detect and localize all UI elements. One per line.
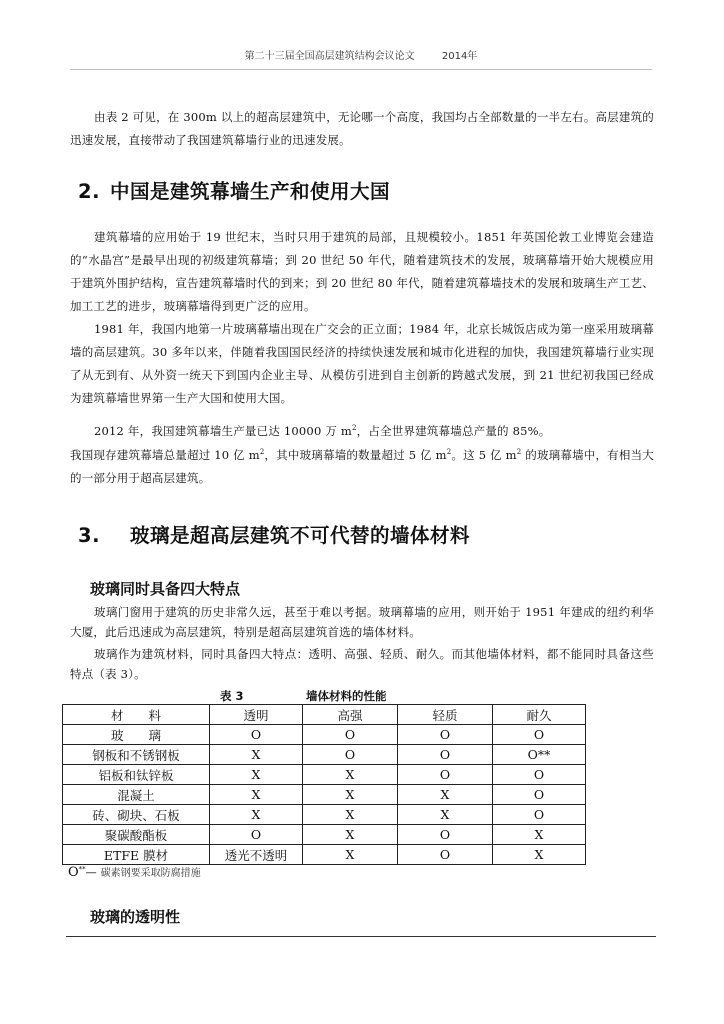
- table-cell: X: [493, 825, 586, 845]
- table-cell: X: [303, 805, 398, 825]
- table-cell: X: [303, 825, 398, 845]
- table-header-cell: 耐久: [493, 705, 586, 725]
- table-cell: X: [303, 785, 398, 805]
- table-cell: O: [303, 745, 398, 765]
- table-cell: 透光不透明: [210, 845, 303, 865]
- table-cell: O: [398, 725, 493, 745]
- table-row: [63, 745, 586, 765]
- table-cell: X: [210, 765, 303, 785]
- table-row: [63, 845, 586, 865]
- table-row: [63, 785, 586, 805]
- table-cell: O: [493, 765, 586, 785]
- table-title: 墙体材料的性能: [306, 689, 387, 703]
- materials-table: [62, 704, 586, 865]
- section-3-paragraph-2: 玻璃作为建筑材料，同时具备四大特点：透明、高强、轻质、耐久。而其他墙体材料，都不能同时具备这些特点（表 3）。: [70, 647, 654, 681]
- table-header-cell: 透明: [210, 705, 303, 725]
- section-3-number: 3.: [78, 524, 100, 547]
- table-cell: X: [398, 805, 493, 825]
- table-cell: X: [210, 785, 303, 805]
- table-cell: 砖、砌块、石板: [63, 805, 210, 825]
- section-2-paragraph-2: 1981 年，我国内地第一片玻璃幕墙出现在广交会的正立面；1984 年，北京长城饭店成为第一座采用玻璃幕墙的高层建筑。30 多年以来，伴随着我国国民经济的持续快速发展和城市化进程的加快，我国建筑幕墙行业实现了从无到有、从外资一统天下到国内企业主导、从模仿引进到自主创新的跨越式发展，到 21 世纪初我国已经成为建筑幕墙世界第一生产大国和使用大国。: [70, 322, 654, 405]
- header-year: 2014年: [441, 51, 478, 62]
- section-2-title: 中国是建筑幕墙生产和使用大国: [109, 180, 390, 203]
- table-cell: 聚碳酸酯板: [63, 825, 210, 845]
- section-3-paragraph-1: 玻璃门窗用于建筑的历史非常久远，甚至于难以考据。玻璃幕墙的应用，则开始于 1951 年建成的纽约利华大厦，此后迅速成为高层建筑，特别是超高层建筑首选的墙体材料。: [70, 605, 654, 639]
- table-cell: X: [398, 785, 493, 805]
- table-cell: 混凝土: [63, 785, 210, 805]
- table-cell: O: [398, 745, 493, 765]
- table-cell: X: [210, 805, 303, 825]
- table-header-row: [63, 705, 586, 725]
- table-cell: X: [210, 745, 303, 765]
- section-3-heading: [78, 520, 470, 548]
- table-row: [63, 765, 586, 785]
- footnote-text: 碳素钢要采取防腐措施: [100, 868, 201, 879]
- section-2-paragraph-3: 2012 年，我国建筑幕墙生产量已达 10000 万 $m^2$，占全世界建筑幕墙总产量的 85%。: [94, 424, 551, 438]
- table-row: [63, 805, 586, 825]
- table-cell: X: [303, 845, 398, 865]
- footnote-sup: **: [78, 865, 86, 874]
- section-3-title: 玻璃是超高层建筑不可代替的墙体材料: [129, 524, 470, 547]
- section-2-heading: [78, 176, 390, 204]
- table-cell: 钢板和不锈钢板: [63, 745, 210, 765]
- subheading-transparency: 玻璃的透明性: [90, 908, 181, 926]
- table-cell: 玻 璃: [63, 725, 210, 745]
- section-2-paragraph-1: 建筑幕墙的应用始于 19 世纪末，当时只用于建筑的局部，且规模较小。1851 年英国伦敦工业博览会建造的“水晶宫”是最早出现的初级建筑幕墙；到 20 世纪 50 年代，随着建筑技术的发展，玻璃幕墙开始大规模应用于建筑外围护结构，宣告建筑幕墙时代的到来；到 20 世纪 80 年代，随着建筑幕墙技术的发展和玻璃生产工艺、加工工艺的进步，玻璃幕墙得到更广泛的应用。: [70, 230, 654, 313]
- table-cell: O: [398, 765, 493, 785]
- table-footnote: [68, 864, 201, 880]
- intro-paragraph: 由表 2 可见，在 300m 以上的超高层建筑中，无论哪一个高度，我国均占全部数量的一半左右。高层建筑的迅速发展，直接带动了我国建筑幕墙行业的迅速发展。: [70, 110, 654, 147]
- table-cell: 铝板和钛锌板: [63, 765, 210, 785]
- page-header: [70, 47, 652, 70]
- table-cell: O: [210, 725, 303, 745]
- footnote-symbol: O: [68, 865, 79, 880]
- subheading-four-features: 玻璃同时具备四大特点: [90, 580, 241, 598]
- table-cell: O: [493, 785, 586, 805]
- table-number: 表 3: [220, 689, 244, 703]
- table-cell: O: [210, 825, 303, 845]
- section-2-number: 2.: [78, 180, 100, 203]
- footer-divider: [66, 936, 656, 937]
- section-2-paragraph-4: 我国现存建筑幕墙总量超过 10 亿 $m^2$，其中玻璃幕墙的数量超过 5 亿 $m^2$。这 5 亿 $m^2$ 的玻璃幕墙中，有相当大的一部分用于超高层建筑。: [70, 448, 654, 485]
- table-cell: ETFE 膜材: [63, 845, 210, 865]
- table-cell: O**: [493, 745, 586, 765]
- table-header-cell: 高强: [303, 705, 398, 725]
- table-row: [63, 725, 586, 745]
- table-cell: O: [493, 725, 586, 745]
- table-cell: X: [493, 845, 586, 865]
- header-title: 第二十三届全国高层建筑结构会议论文: [244, 51, 415, 62]
- table-header-cell: 材 料: [63, 705, 210, 725]
- table-header-cell: 轻质: [398, 705, 493, 725]
- table-cell: X: [303, 765, 398, 785]
- table-cell: O: [398, 825, 493, 845]
- table-cell: O: [493, 805, 586, 825]
- footnote-dash: —: [85, 866, 97, 879]
- table-cell: O: [303, 725, 398, 745]
- table-caption: [220, 688, 387, 704]
- table-cell: O: [398, 845, 493, 865]
- table-row: [63, 825, 586, 845]
